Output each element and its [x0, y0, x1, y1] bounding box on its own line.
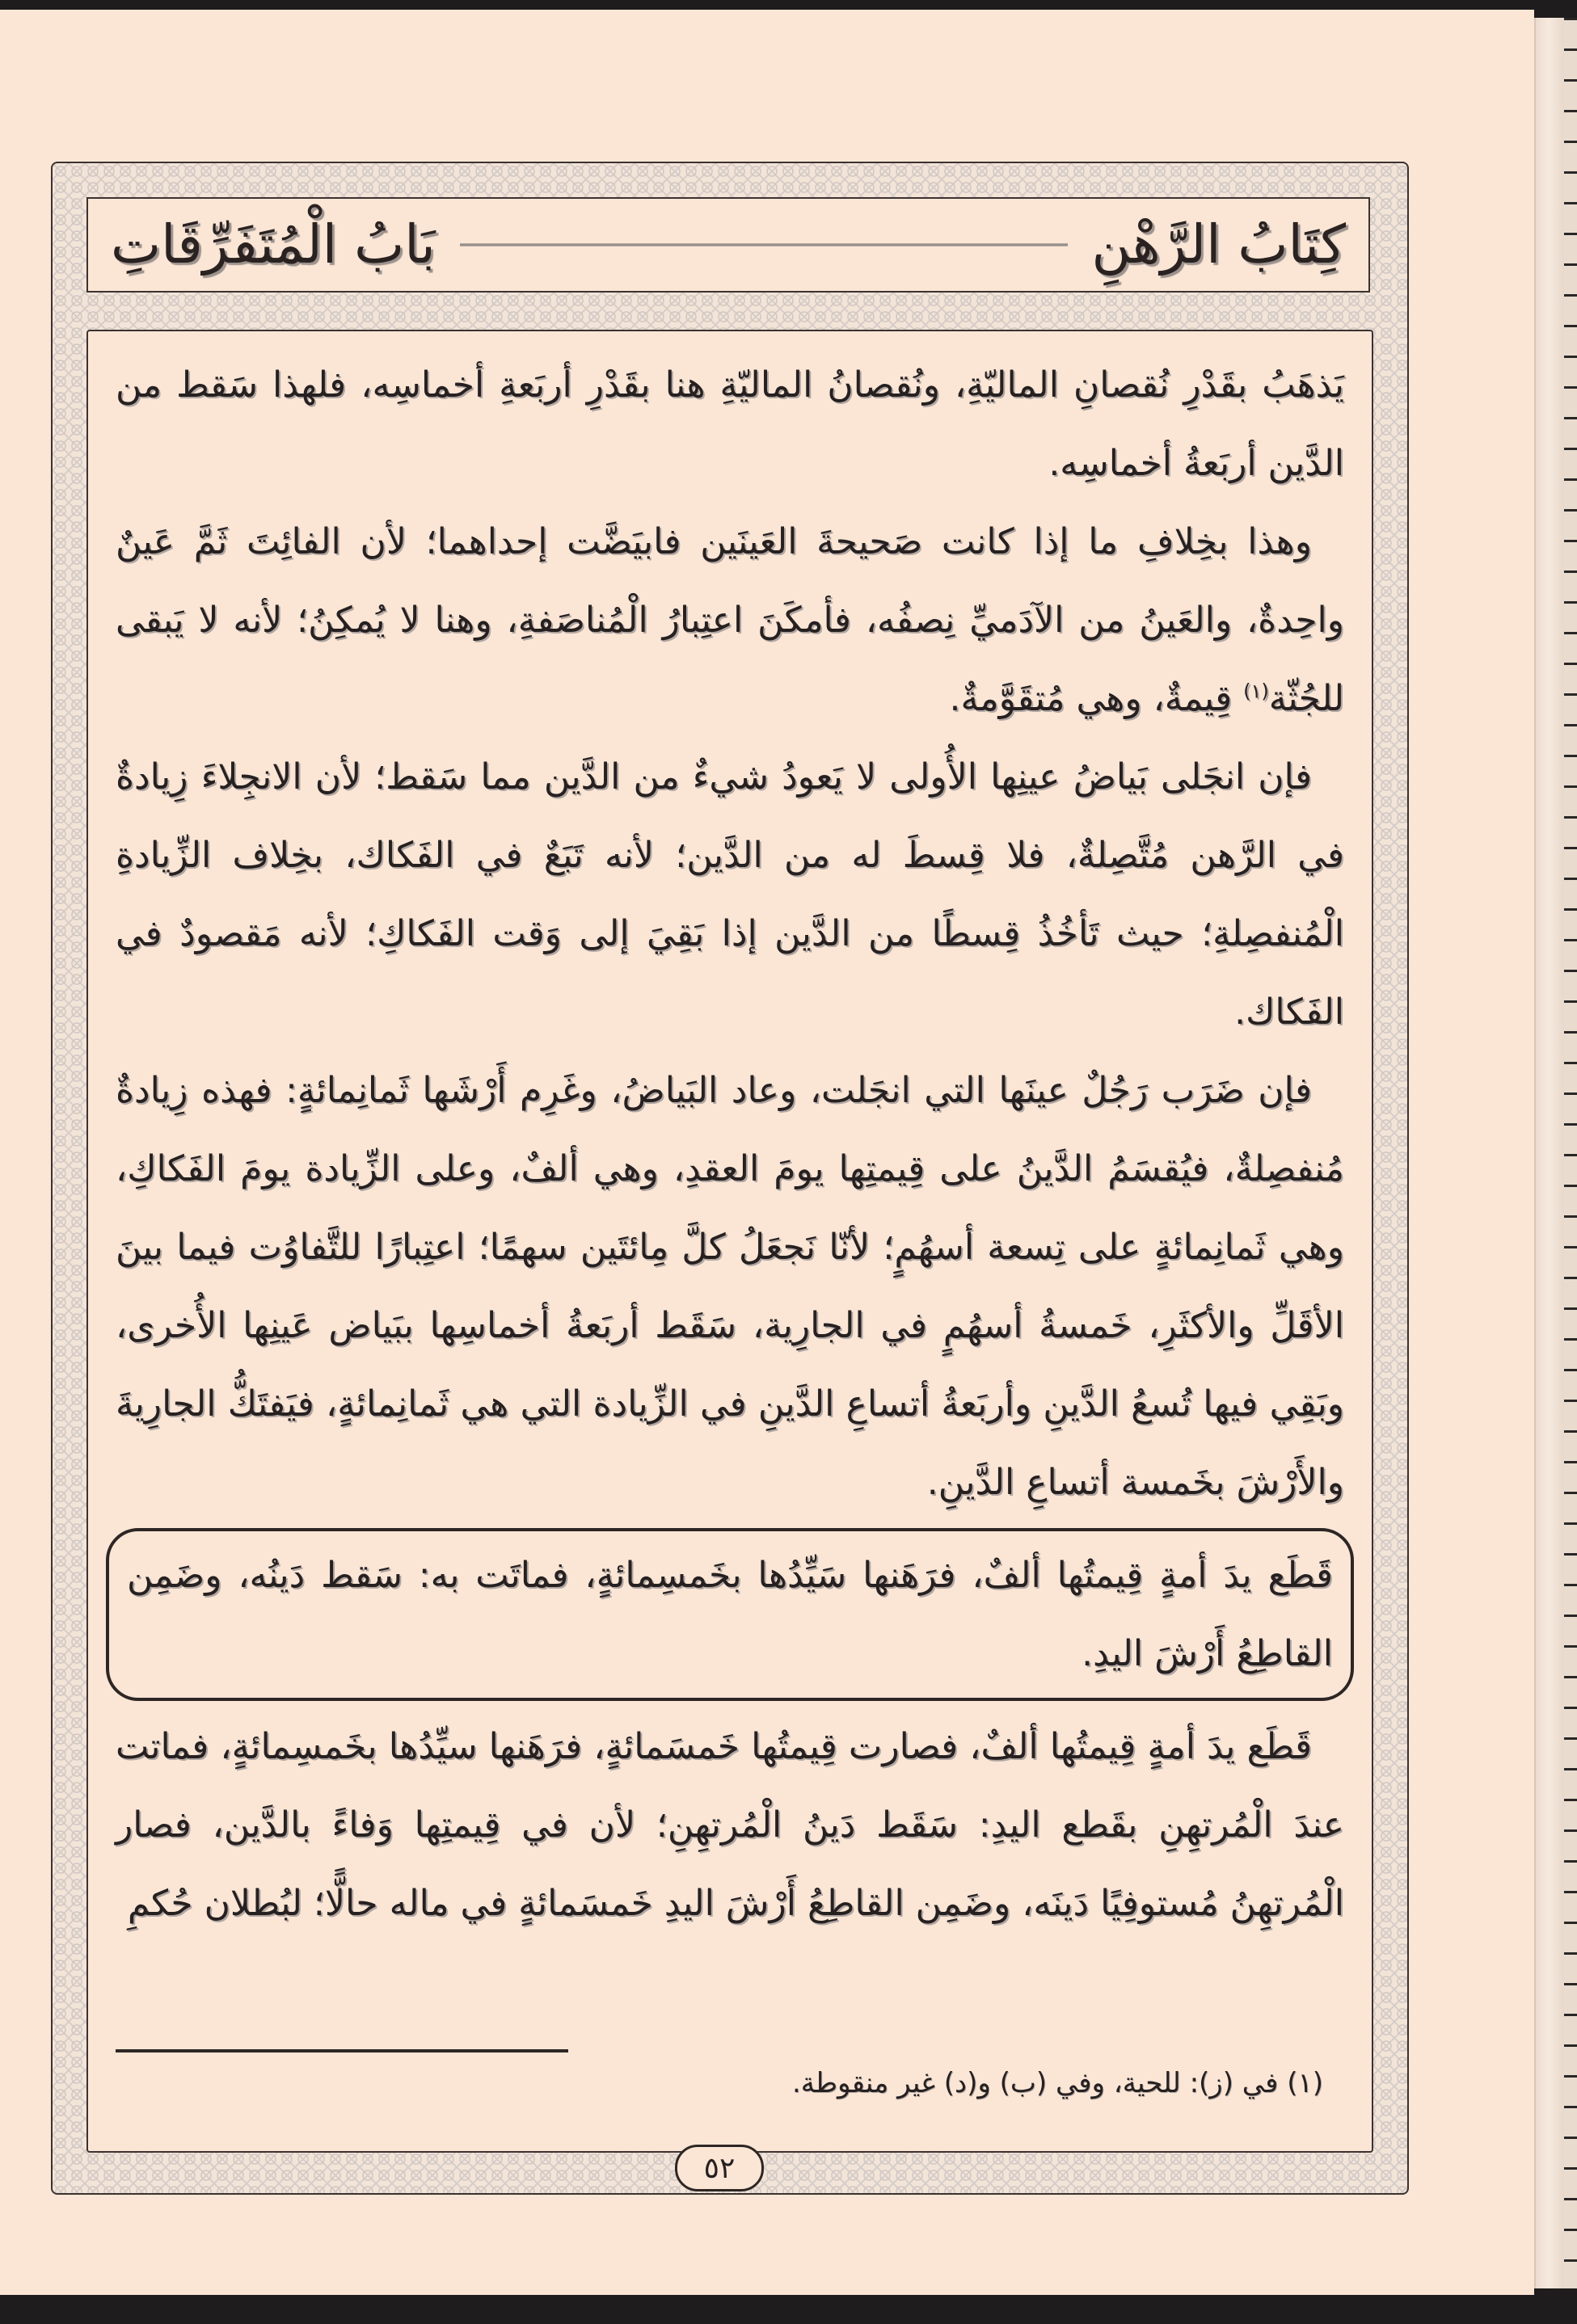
paragraph-text: وهذا بخِلافِ ما إذا كانت صَحيحةَ العَينَين فابيَضَّت إحداهما؛ لأن الفائِتَ ثَمَّ عَينٌ واحِدةٌ، والعَينُ من الآدَميِّ نِصفُه، فأمكَنَ اعتِبارُ الْمُناصَفةِ، وهنا لا يُمكِنُ؛ لأنه لا يَبقى للجُثّة	[116, 521, 1344, 719]
paragraph-text: قِيمةٌ، وهي مُتقَوَّمةٌ.	[949, 678, 1244, 719]
paragraph: فإن انجَلى بَياضُ عينِها الأُولى لا يَعودُ شيءٌ من الدَّين مما سَقط؛ لأن الانجِلاءَ زِيادةٌ في الرَّهن مُتَّصِلةٌ، فلا قِسطَ له من الدَّين؛ لأنه تَبَعٌ في الفَكاك، بخِلاف الزِّيادةِ الْمُنفصِلةِ؛ حيث تَأخُذُ قِسطًا من الدَّين إذا بَقِيَ إلى وَقت الفَكاكِ؛ لأنه مَقصودٌ في الفَكاك.	[116, 756, 1344, 1033]
page-edge	[1534, 18, 1568, 2288]
page-number: ٥٢	[675, 2145, 764, 2191]
paragraph: فإن ضَرَب رَجُلٌ عينَها التي انجَلت، وعاد البَياضُ، وغَرِم أَرْشَها ثَمانِمائةٍ: فهذه زِيادةٌ مُنفصِلةٌ، فيُقسَمُ الدَّينُ على قِيمتِها يومَ العقدِ، وهي ألفٌ، وعلى الزِّيادة يومَ الفَكاكِ، وهي ثَمانِمائةٍ على تِسعة أسهُمٍ؛ لأنّا نَجعَلُ كلَّ مِائتَين سهمًا؛ اعتِبارًا للتَّفاوُت فيما بينَ الأقَلِّ والأكثَرِ، خَمسةُ أسهُمٍ في الجارِية، سَقَط أربَعةُ أخماسِها ببَياض عَينِها الأُخرى، وبَقِي فيها تُسعُ الدَّينِ وأربَعةُ أتساعِ الدَّينِ في الزِّيادة التي هي ثَمانِمائةٍ، فيَفتَكُّ الجارِيةَ والأَرْشَ بخَمسة أتساعِ الدَّينِ.	[116, 1070, 1344, 1503]
book-page	[0, 10, 1534, 2295]
paragraph	[116, 503, 1344, 738]
main-text	[116, 346, 1344, 1943]
footnote-ref[interactable]: (١)	[1243, 680, 1269, 703]
text-body	[86, 330, 1373, 2153]
header-divider	[460, 243, 1068, 246]
paragraph: يَذهَبُ بقَدْرِ نُقصانِ الماليّةِ، ونُقصانُ الماليّةِ هنا بقَدْرِ أربَعةِ أخماسِه، فلهذا سَقط من الدَّين أربَعةُ أخماسِه.	[116, 364, 1344, 484]
ornamental-frame	[51, 162, 1409, 2195]
footnote-divider	[116, 2049, 568, 2052]
page-stack	[1564, 18, 1577, 2288]
footnote: (١) في (ز): للحية، وفي (ب) و(د) غير منقوطة.	[791, 2067, 1323, 2099]
boxed-issue-heading: قَطَع يدَ أمةٍ قِيمتُها ألفٌ، فرَهَنها سَيِّدُها بخَمسِمائةٍ، فماتَت به: سَقط دَينُه، وضَمِن القاطِعُ أَرْشَ اليدِ.	[106, 1528, 1354, 1701]
chapter-title: بَابُ الْمُتَفَرِّقَاتِ	[111, 213, 436, 276]
paragraph: قَطَع يدَ أمةٍ قِيمتُها ألفٌ، فصارت قِيمتُها خَمسَمائةٍ، فرَهَنها سيِّدُها بخَمسِمائةٍ، فماتت عندَ الْمُرتهِنِ بقَطع اليدِ: سَقَط دَينُ الْمُرتهِنِ؛ لأن في قِيمتِها وَفاءً بالدَّين، فصار الْمُرتهِنُ مُستوفِيًا دَينَه، وضَمِن القاطِعُ أَرْشَ اليدِ خَمسَمائةٍ في ماله حالًّا؛ لبُطلان حُكمِ	[116, 1726, 1344, 1924]
running-header	[86, 197, 1370, 293]
book-title: كِتَابُ الرَّهْنِ	[1091, 213, 1346, 276]
